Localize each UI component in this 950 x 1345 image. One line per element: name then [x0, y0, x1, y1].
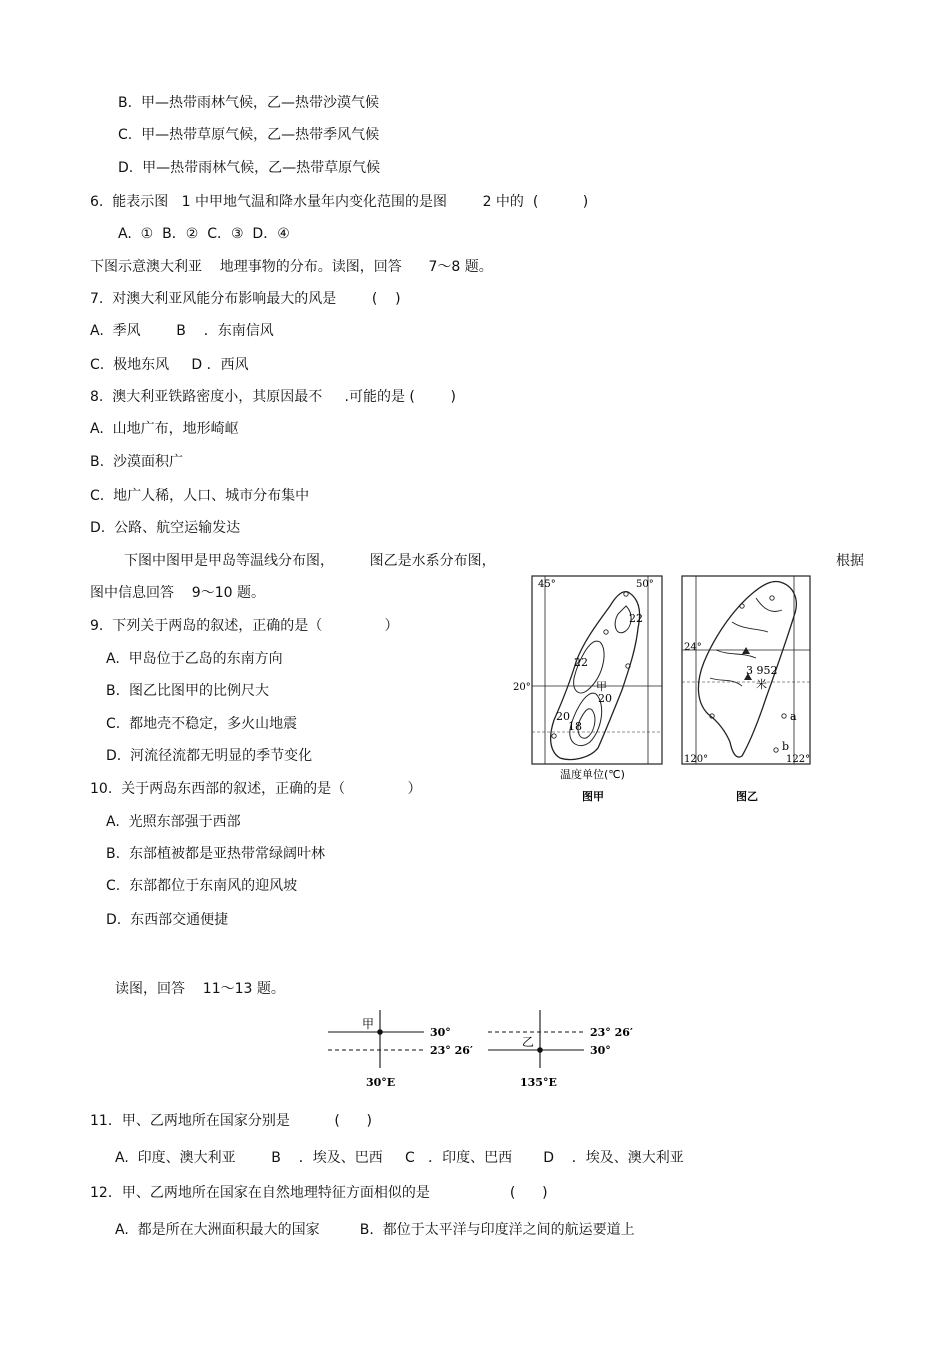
options-q7-cd: C. 极地东风 D ．西风: [90, 357, 249, 373]
right-lat2-label: 30°: [590, 1044, 611, 1057]
intro-9-10-end: 根据: [836, 553, 864, 569]
options-q11: A. 印度、澳大利亚 B ．埃及、巴西 C ．印度、巴西 D ．埃及、澳大利亚: [115, 1150, 684, 1166]
option-b-q5: B. 甲—热带雨林气候，乙—热带沙漠气候: [118, 95, 379, 111]
peak-triangle-north: [742, 647, 750, 654]
point-b-label: b: [782, 740, 790, 753]
option-c-q9: C. 都地壳不稳定，多火山地震: [106, 716, 298, 732]
intro-9-10-cont: 图中信息回答 9～10 题。: [90, 585, 265, 601]
island-maps-figure: [510, 570, 820, 810]
river-2: [732, 622, 768, 632]
option-a-q10: A. 光照东部强于西部: [106, 814, 241, 830]
option-c-q5: C. 甲—热带草原气候，乙—热带季风气候: [118, 127, 380, 143]
iso-label-20a: 20: [598, 692, 612, 705]
right-lon-label: 135°E: [520, 1076, 557, 1089]
place-mi: 米: [756, 678, 767, 691]
river-1: [756, 598, 782, 612]
iso-label-18: 18: [568, 720, 582, 733]
place-jia: 甲: [596, 680, 607, 693]
island-jia-outline: [551, 592, 640, 760]
temperature-unit-label: 温度单位(℃): [560, 768, 625, 781]
option-b-q10: B. 东部植被都是亚热带常绿阔叶林: [106, 846, 325, 862]
question-11: 11．甲、乙两地所在国家分别是 ( ): [90, 1113, 372, 1129]
caption-jia: 图甲: [582, 790, 604, 803]
intro-11-13: 读图，回答 11～13 题。: [115, 981, 285, 997]
lat-24-label: 24°: [684, 642, 702, 653]
options-q6: A. ① B．② C．③ D．④: [118, 226, 290, 242]
option-b-q8: B. 沙漠面积广: [90, 454, 183, 470]
lat-lon-grid-diagram: [320, 1008, 640, 1092]
option-a-q9: A. 甲岛位于乙岛的东南方向: [106, 651, 283, 667]
option-d-q8: D. 公路、航空运输发达: [90, 520, 241, 536]
lat-20-label: 20°: [513, 682, 531, 693]
iso-label-22a: 22: [629, 612, 643, 625]
option-d-q5: D. 甲—热带雨林气候，乙—热带草原气候: [118, 160, 381, 176]
option-d-q9: D. 河流径流都无明显的季节变化: [106, 748, 313, 764]
option-a-q8: A. 山地广布，地形崎岖: [90, 421, 239, 437]
caption-yi: 图乙: [736, 790, 758, 803]
option-c-q10: C. 东部都位于东南风的迎风坡: [106, 878, 298, 894]
lon-120-label: 120°: [684, 754, 709, 765]
option-d-q10: D. 东西部交通便捷: [106, 912, 229, 928]
question-9: 9. 下列关于两岛的叙述，正确的是（ ）: [90, 618, 399, 634]
option-b-q9: B. 图乙比图甲的比例尺大: [106, 683, 269, 699]
point-yi: [537, 1047, 543, 1053]
peak-elevation-label: 3 952: [746, 664, 778, 677]
point-jia: [377, 1029, 383, 1035]
lon-122-label: 122°: [786, 754, 811, 765]
option-c-q8: C. 地广人稀，人口、城市分布集中: [90, 488, 310, 504]
question-6: 6. 能表示图 1 中甲地气温和降水量年内变化范围的是图 2 中的 ( ): [90, 194, 589, 210]
point-a-label: a: [790, 710, 797, 723]
iso-label-20b: 20: [556, 710, 570, 723]
left-lon-label: 30°E: [366, 1076, 396, 1089]
iso-label-22b: 22: [574, 656, 588, 669]
question-10: 10. 关于两岛东西部的叙述，正确的是（ ）: [90, 781, 422, 797]
right-place-label: 乙: [522, 1035, 535, 1049]
question-7: 7. 对澳大利亚风能分布影响最大的风是 ( ): [90, 291, 401, 307]
right-lat1-label: 23° 26′: [590, 1026, 633, 1039]
lon-45-label: 45°: [538, 579, 556, 590]
options-q12: A. 都是所在大洲面积最大的国家 B. 都位于太平洋与印度洋之间的航运要道上: [115, 1222, 635, 1238]
question-8: 8. 澳大利亚铁路密度小，其原因最不 .可能的是 ( ): [90, 389, 456, 405]
left-lat2-label: 23° 26′: [430, 1044, 473, 1057]
left-lat1-label: 30°: [430, 1026, 451, 1039]
options-q7-ab: A. 季风 B ．东南信风: [90, 323, 274, 339]
question-12: 12．甲、乙两地所在国家在自然地理特征方面相似的是 ( ): [90, 1185, 548, 1201]
intro-7-8: 下图示意澳大利亚 地理事物的分布。读图，回答 7～8 题。: [90, 259, 493, 275]
intro-9-10: 下图中图甲是甲岛等温线分布图， 图乙是水系分布图，: [124, 553, 496, 569]
lon-50-label: 50°: [636, 579, 654, 590]
left-place-label: 甲: [362, 1017, 375, 1031]
